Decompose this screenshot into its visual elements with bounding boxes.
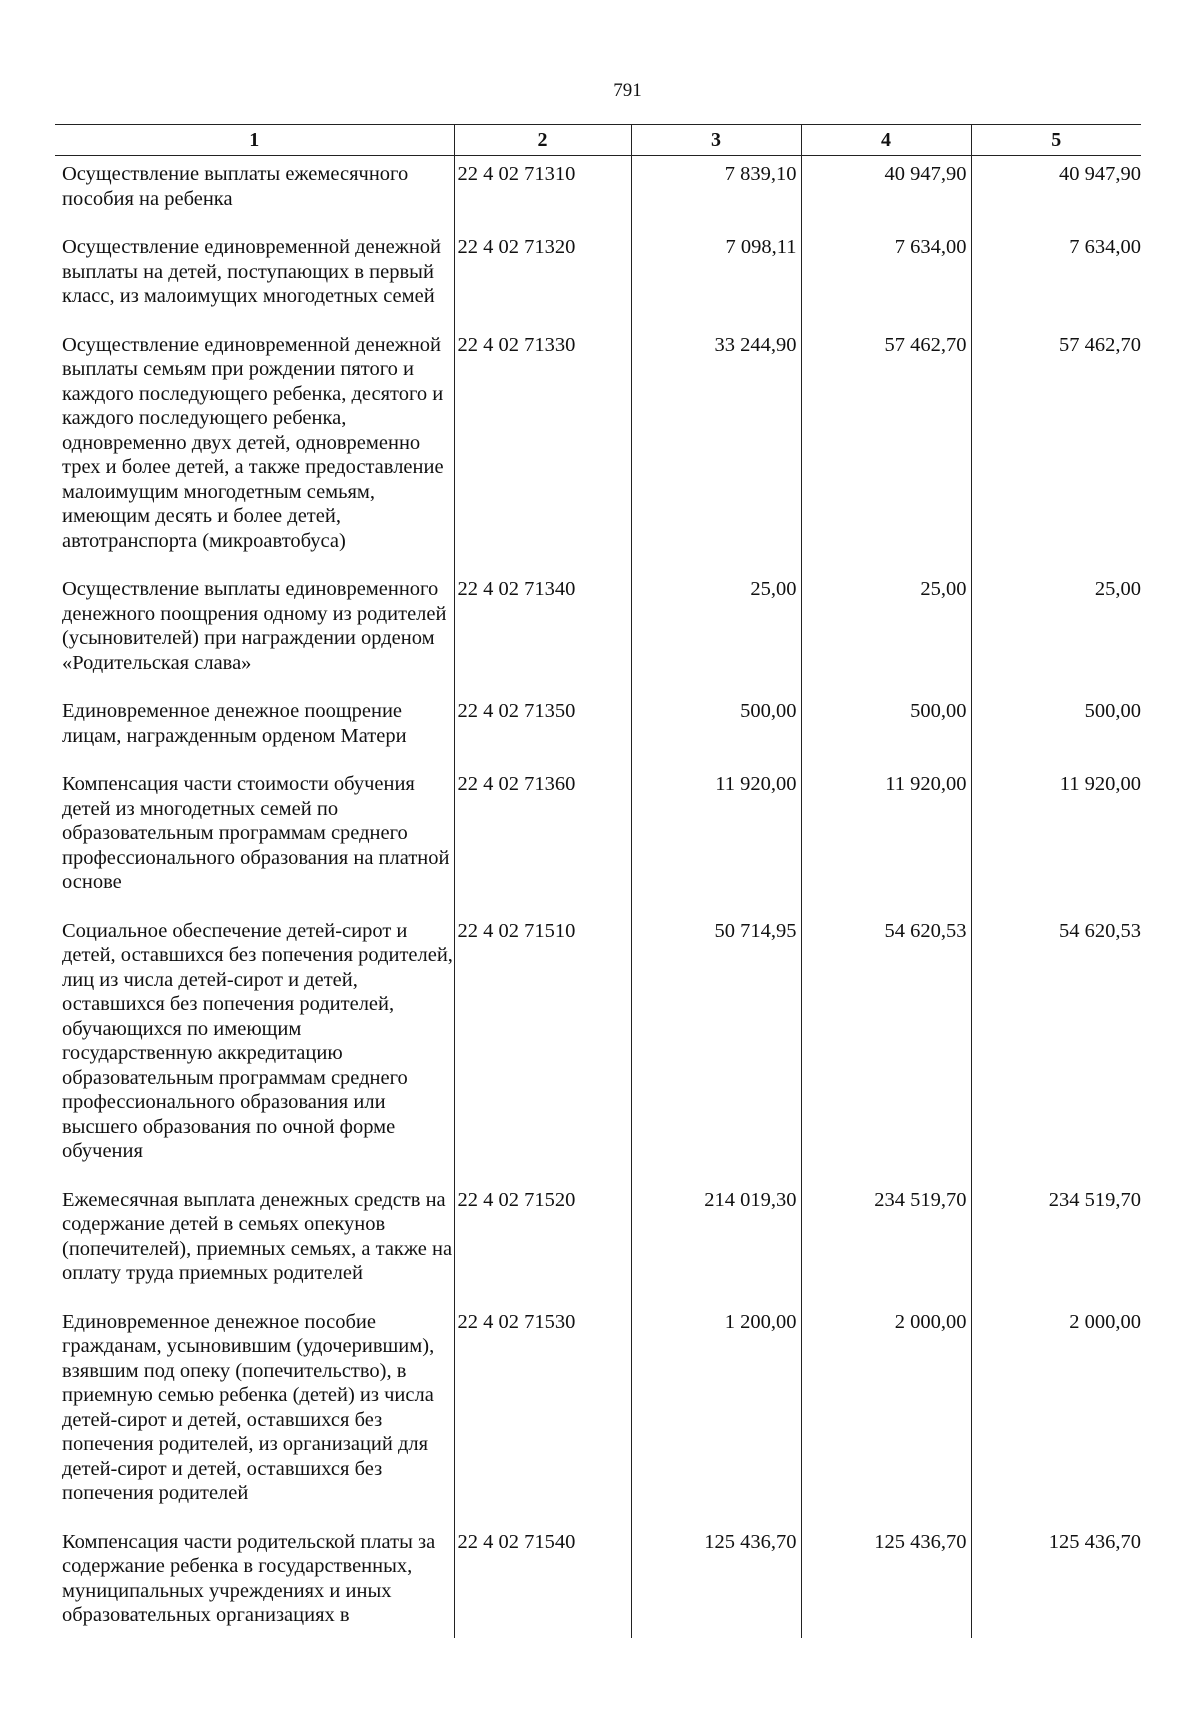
table-row	[55, 231, 1141, 329]
row-description: Социальное обеспечение детей-сирот и детей, оставшихся без попечения родителей, лиц из числа детей-сирот и детей, оставшихся без попечения родителей, обучающихся по имеющим государственную аккредитацию образовательным программам среднего профессионального образования или высшего образования по очной форме обучения	[62, 919, 453, 1162]
row-value-col4: 500,00	[801, 695, 971, 768]
row-value-col4: 7 634,00	[801, 231, 971, 329]
row-code: 22 4 02 71350	[454, 695, 631, 768]
row-description: Осуществление выплаты единовременного денежного поощрения одному из родителей (усыновителей) при награждении орденом «Родительская слава»	[62, 578, 447, 674]
row-value-col3: 50 714,95	[631, 915, 801, 1184]
row-description: Единовременное денежное поощрение лицам, награжденным орденом Матери	[62, 700, 407, 747]
row-code: 22 4 02 71320	[454, 231, 631, 329]
table-row	[55, 1526, 1141, 1638]
row-code: 22 4 02 71520	[454, 1184, 631, 1306]
row-code: 22 4 02 71360	[454, 768, 631, 915]
row-value-col5: 500,00	[971, 695, 1141, 768]
column-header-1: 1	[55, 125, 454, 156]
row-value-col5: 2 000,00	[971, 1306, 1141, 1526]
table-row	[55, 915, 1141, 1184]
row-description: Единовременное денежное пособие гражданам, усыновившим (удочерившим), взявшим под опеку (попечительство), в приемную семью ребенка (детей) из числа детей-сирот и детей, оставшихся без попечения родителей, из организаций для детей-сирот и детей, оставшихся без попечения родителей	[62, 1310, 435, 1504]
table-header-row	[55, 125, 1141, 156]
row-value-col3: 125 436,70	[631, 1526, 801, 1638]
column-header-4: 4	[801, 125, 971, 156]
table-row	[55, 573, 1141, 695]
row-value-col3: 33 244,90	[631, 329, 801, 574]
row-code: 22 4 02 71530	[454, 1306, 631, 1526]
row-value-col5: 11 920,00	[971, 768, 1141, 915]
row-value-col4: 11 920,00	[801, 768, 971, 915]
row-code: 22 4 02 71330	[454, 329, 631, 574]
page-number: 791	[613, 80, 642, 101]
row-value-col3: 214 019,30	[631, 1184, 801, 1306]
row-value-col4: 234 519,70	[801, 1184, 971, 1306]
row-value-col5: 57 462,70	[971, 329, 1141, 574]
row-description: Осуществление выплаты ежемесячного пособия на ребенка	[62, 163, 409, 210]
row-description: Компенсация части стоимости обучения детей из многодетных семей по образовательным программам среднего профессионального образования на платной основе	[62, 773, 450, 893]
table-row	[55, 156, 1141, 232]
row-value-col5: 7 634,00	[971, 231, 1141, 329]
row-value-col5: 54 620,53	[971, 915, 1141, 1184]
row-value-col4: 2 000,00	[801, 1306, 971, 1526]
row-code: 22 4 02 71510	[454, 915, 631, 1184]
row-value-col5: 234 519,70	[971, 1184, 1141, 1306]
row-description: Осуществление единовременной денежной выплаты на детей, поступающих в первый класс, из малоимущих многодетных семей	[62, 236, 442, 307]
column-header-2: 2	[454, 125, 631, 156]
row-value-col4: 57 462,70	[801, 329, 971, 574]
budget-table	[55, 124, 1141, 1638]
row-description: Ежемесячная выплата денежных средств на содержание детей в семьях опекунов (попечителей), приемных семьях, а также на оплату труда приемных родителей	[62, 1188, 453, 1284]
row-code: 22 4 02 71310	[454, 156, 631, 232]
table-row	[55, 1306, 1141, 1526]
row-value-col4: 25,00	[801, 573, 971, 695]
column-header-3: 3	[631, 125, 801, 156]
row-value-col3: 25,00	[631, 573, 801, 695]
row-description: Компенсация части родительской платы за содержание ребенка в государственных, муниципальных учреждениях и иных образовательных организациях в	[62, 1530, 436, 1626]
row-value-col4: 40 947,90	[801, 156, 971, 232]
row-value-col3: 7 839,10	[631, 156, 801, 232]
row-description: Осуществление единовременной денежной выплаты семьям при рождении пятого и каждого последующего ребенка, десятого и каждого последующего ребенка, одновременно двух детей, одновременно трех и более детей, а также предоставление малоимущим многодетным семьям, имеющим десять и более детей, автотранспорта (микроавтобуса)	[62, 333, 444, 552]
table-row	[55, 1184, 1141, 1306]
row-value-col3: 11 920,00	[631, 768, 801, 915]
table-row	[55, 768, 1141, 915]
row-value-col5: 25,00	[971, 573, 1141, 695]
row-value-col4: 54 620,53	[801, 915, 971, 1184]
column-header-5: 5	[971, 125, 1141, 156]
table-row	[55, 329, 1141, 574]
row-value-col5: 125 436,70	[971, 1526, 1141, 1638]
row-value-col3: 500,00	[631, 695, 801, 768]
row-value-col3: 7 098,11	[631, 231, 801, 329]
table-row	[55, 695, 1141, 768]
row-code: 22 4 02 71340	[454, 573, 631, 695]
row-value-col3: 1 200,00	[631, 1306, 801, 1526]
row-value-col4: 125 436,70	[801, 1526, 971, 1638]
row-value-col5: 40 947,90	[971, 156, 1141, 232]
row-code: 22 4 02 71540	[454, 1526, 631, 1638]
